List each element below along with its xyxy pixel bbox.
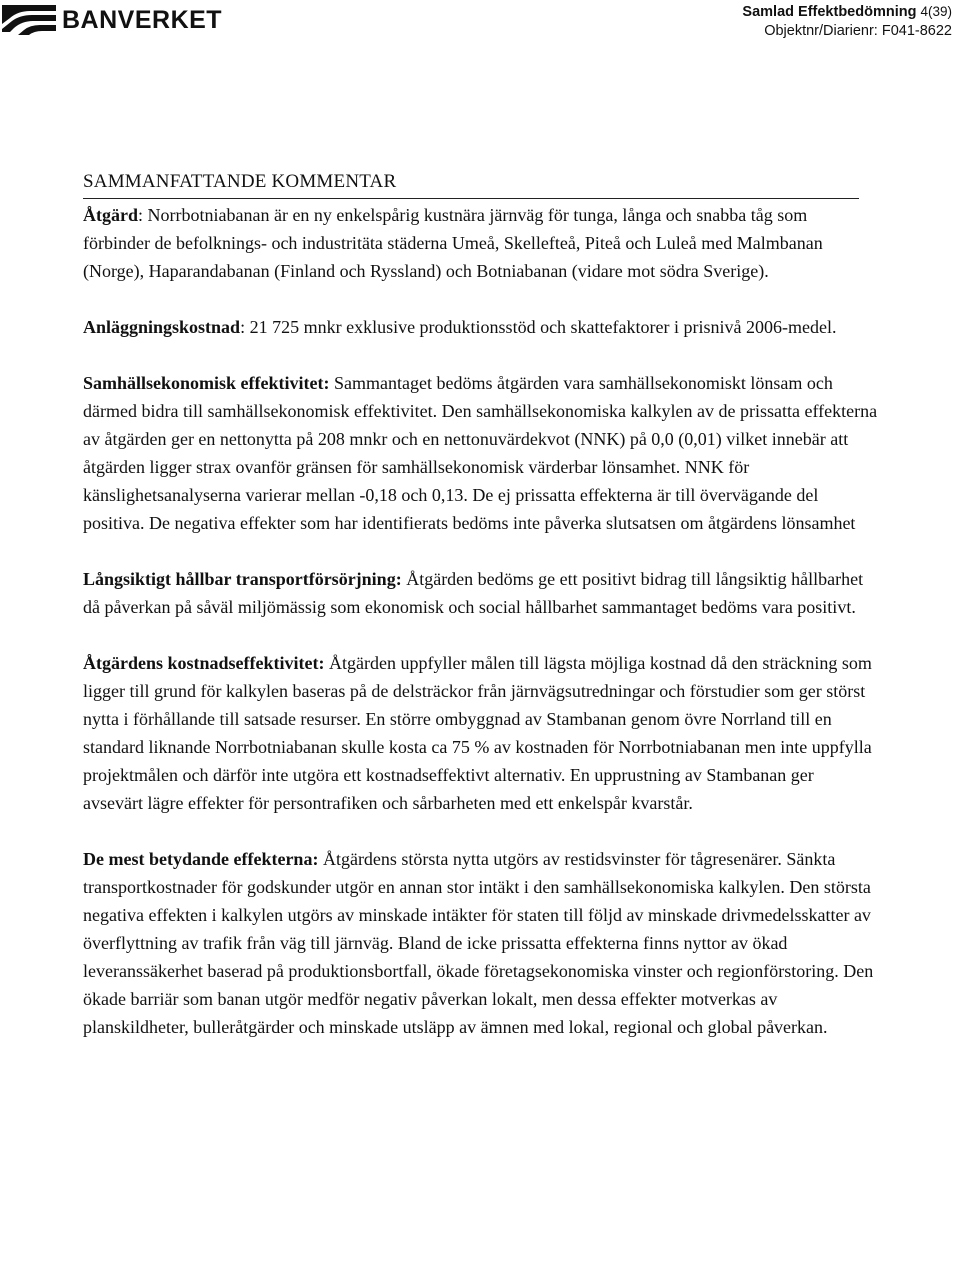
paragraph-anlaggningskostnad [83,313,878,341]
page-number: 4(39) [920,4,952,19]
text-hallbar-transportforsorjning: Åtgärden bedöms ge ett positivt bidrag till långsiktig hållbarhet då påverkan på såväl miljömässig som ekonomisk och social hållbarhet sammantaget bedöms vara positivt. [83,569,864,617]
document-body [83,170,883,1041]
page-header [0,0,960,44]
label-atgard: Åtgärd [83,205,138,225]
text-betydande-effekter: Åtgärdens största nytta utgörs av restidsvinster för tågresenärer. Sänkta transportkostnader för godskunder utgör en annan stor intäkt i den samhällsekonomiska kalkylen. Den största negativa effekten i kalkylen utgörs av minskade intäkter för staten till följd av minskade drivmedelsskatter av överflyttning av trafik från väg till järnväg. Bland de icke prissatta effekterna finns nyttor av ökad leveranssäkerhet baserad på produktionsbortfall, ökade företagsekonomiska vinster och regionförstoring. Den ökade barriär som banan utgör medför negativ påverkan lokalt, men dessa effekter motverkas av planskildheter, bulleråtgärder och minskade utsläpp av ämnen med lokal, regional och global påverkan. [83,849,874,1037]
document-meta [742,2,952,41]
paragraph-samhallsekonomisk-effektivitet [83,369,878,537]
label-betydande-effekter: De mest betydande effekterna: [83,849,319,869]
text-kostnadseffektivitet: Åtgärden uppfyller målen till lägsta möjliga kostnad då den sträckning som ligger till grund för kalkylen baseras på de delsträckor från järnvägsutredningar och förstudier som ger störst nytta i förhållande till satsade resurser. En större ombyggnad av Stambanan genom övre Norrland till en standard liknande Norrbotniabanan skulle kosta ca 75 % av kostnaden för Norrbotniabanan men inte uppfylla projektmålen och därför inte utgöra ett kostnadseffektivt alternativ. En upprustning av Stambanan ger avsevärt lägre effekter för persontrafiken och sårbarheten med ett enkelspår kvarstår. [83,653,872,813]
brand-name: BANVERKET [62,5,223,34]
section-title: SAMMANFATTANDE KOMMENTAR [83,170,859,199]
label-kostnadseffektivitet: Åtgärdens kostnadseffektivitet: [83,653,325,673]
text-atgard: : Norrbotniabanan är en ny enkelspårig kustnära järnväg för tunga, långa och snabba tåg som förbinder de befolknings- och industritäta städerna Umeå, Skellefteå, Piteå och Luleå med Malmbanan (Norge), Haparandabanan (Finland och Ryssland) och Botniabanan (vidare mot södra Sverige). [83,205,823,281]
banverket-logo-icon [0,2,58,38]
text-samhallsekonomisk-effektivitet: Sammantaget bedöms åtgärden vara samhällsekonomiskt lönsam och därmed bidra till samhällsekonomisk effektivitet. Den samhällsekonomiska kalkylen av de prissatta effekterna av åtgärden ger en nettonytta på 208 mnkr och en nettonuvärdekvot (NNK) på 0,0 (0,01) vilket innebär att åtgärden ligger strax ovanför gränsen för samhällsekonomisk värderbar lönsamhet. NNK för känslighetsanalyserna varierar mellan -0,18 och 0,13. De ej prissatta effekterna är till övervägande del positiva. De negativa effekter som har identifierats bedöms inte påverka slutsatsen om åtgärdens lönsamhet [83,373,878,533]
label-samhallsekonomisk-effektivitet: Samhällsekonomisk effektivitet: [83,373,330,393]
document-title: Samlad Effektbedömning [742,4,917,20]
label-hallbar-transportforsorjning: Långsiktigt hållbar transportförsörjning: [83,569,402,589]
label-anlaggningskostnad: Anläggningskostnad [83,317,241,337]
paragraph-kostnadseffektivitet [83,649,878,817]
paragraph-atgard [83,201,878,285]
paragraph-hallbar-transportforsorjning [83,565,878,621]
paragraph-betydande-effekter [83,845,878,1041]
document-reference: Objektnr/Diarienr: F041-8622 [764,23,952,39]
text-anlaggningskostnad: : 21 725 mnkr exklusive produktionsstöd och skattefaktorer i prisnivå 2006-medel. [240,317,837,337]
brand-logo [0,0,222,40]
